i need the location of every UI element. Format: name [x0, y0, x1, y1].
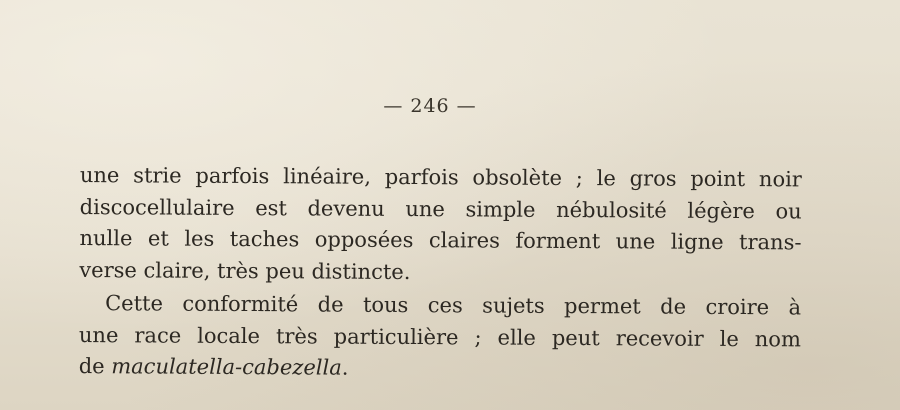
- paragraph-1-line-1: une strie parfois linéaire, parfois obsolète ; le gros point noir: [79, 162, 802, 192]
- paragraph-1-line-4: verse claire, très peu distincte.: [79, 257, 411, 284]
- paragraph-1: [79, 160, 802, 290]
- body-text: [79, 160, 802, 387]
- paragraph-2-line-2: une race locale très particulière ; elle peut recevoir le nom: [78, 322, 801, 351]
- paragraph-2: [79, 288, 802, 387]
- paragraph-2-line-1: Cette conformité de tous ces sujets permet de croire à: [105, 291, 802, 320]
- page-number: — 246 —: [383, 95, 477, 117]
- species-name: maculatella-cabezella: [111, 354, 342, 380]
- paragraph-1-line-3: nulle et les taches opposées claires forment une ligne trans-: [79, 225, 802, 255]
- paragraph-2-line-3: [79, 351, 801, 387]
- paragraph-1-line-2: discocellulaire est devenu une simple nébulosité légère ou: [79, 194, 802, 223]
- paragraph-2-line-3-prefix: de: [78, 353, 112, 379]
- paragraph-2-line-3-suffix: .: [341, 355, 349, 380]
